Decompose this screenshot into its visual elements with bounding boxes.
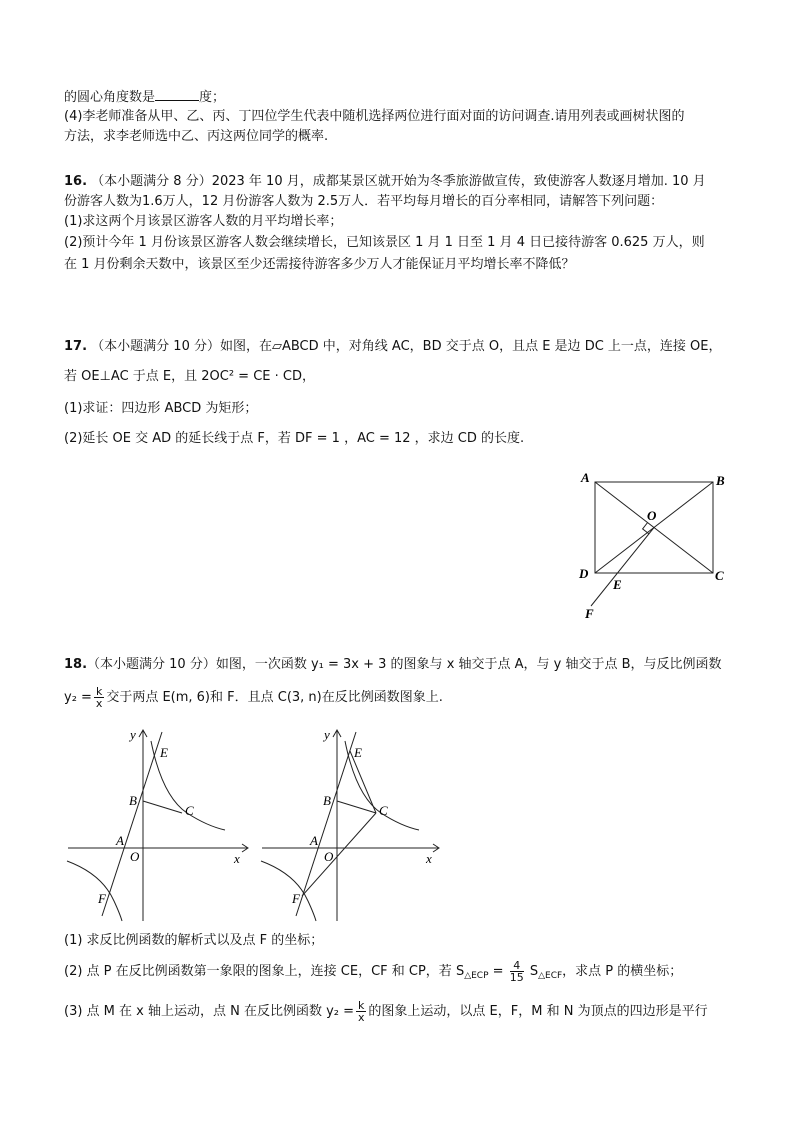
label-f: F [585, 606, 594, 621]
graph1-label-c: C [185, 803, 194, 818]
line-of-extended [591, 528, 654, 607]
graph1-label-a: A [116, 833, 124, 848]
segment-ec [350, 751, 376, 813]
q16-line5: 在 1 月份剩余天数中，该景区至少还需接待游客多少万人才能保证月平均增长率不降低？ [64, 257, 575, 272]
graph2-label-o: O [324, 849, 334, 864]
axis-x-label: x [426, 851, 432, 866]
label-e: E [613, 577, 622, 592]
q17-line3: (1)求证：四边形 ABCD 为矩形； [64, 401, 258, 416]
rectangle-abcd-figure [575, 468, 735, 626]
q16-line1: 16. （本小题满分 8 分）2023 年 10 月，成都某景区就开始为冬季旅游做宣传，致使游客人数逐月增加. 10 月 [64, 174, 706, 189]
q15-line3: 方法，求李老师选中乙、丙这两位同学的概率. [64, 129, 329, 144]
graph2-label-f: F [292, 891, 300, 906]
hyperbola-branch-q3 [261, 861, 316, 921]
q16-line3: (1)求这两个月该景区游客人数的月平均增长率； [64, 214, 343, 229]
graph1-label-o: O [130, 849, 140, 864]
segment-fc [302, 813, 376, 896]
graph2-label-c: C [379, 803, 388, 818]
answer-blank [155, 88, 199, 101]
q18-part3: (3) 点 M 在 x 轴上运动，点 N 在反比例函数 y₂ = $\frac{k}{x}$ 的图象上运动，以点 E，F，M 和 N 为顶点的四边形是平行 [64, 999, 708, 1024]
graph1-label-e: E [160, 745, 168, 760]
graph2-label-a: A [310, 833, 318, 848]
q17-line2: 若 OE⊥AC 于点 E，且 2OC² = CE · CD， [64, 369, 315, 384]
label-c: C [715, 568, 724, 583]
q15-line2: (4)李老师准备从甲、乙、丙、丁四位学生代表中随机选择两位进行面对面的访问调查.请用列表或画树状图的 [64, 109, 685, 124]
q18-part1: (1) 求反比例函数的解析式以及点 F 的坐标； [64, 933, 324, 948]
axis-y-label: y [130, 727, 136, 742]
graph1-label-b: B [129, 793, 137, 808]
q18-part2: (2) 点 P 在反比例函数第一象限的图象上，连接 CE，CF 和 CP，若 $S_{\triangle ECP}$ = $\frac{4}{15}$ $S_{\triangle ECF}$，求点 P 的横坐标； [64, 959, 683, 984]
label-d: D [579, 566, 589, 581]
linear-function-line [296, 732, 356, 916]
q18-line1: 18.（本小题满分 10 分）如图，一次函数 y₁ = 3x + 3 的图象与 x 轴交于点 A，与 y 轴交于点 B，与反比例函数 [64, 657, 722, 672]
q16-line2: 份游客人数为1.6万人，12 月份游客人数为 2.5万人．若平均每月增长的百分率相同，请解答下列问题： [64, 194, 664, 209]
axis-y-label: y [324, 727, 330, 742]
q15-line1: 的圆心角度数是 度； [64, 90, 226, 105]
label-o: O [647, 508, 657, 523]
linear-function-line [102, 732, 162, 916]
graph1-label-f: F [98, 891, 106, 906]
label-a: A [581, 470, 590, 485]
graph2-label-b: B [323, 793, 331, 808]
q16-line4: (2)预计今年 1 月份该景区游客人数会继续增长，已知该景区 1 月 1 日至 1 月 4 日已接待游客 0.625 万人，则 [64, 235, 705, 250]
function-graph-1 [62, 726, 257, 926]
graph2-label-e: E [354, 745, 362, 760]
fraction-k-over-x-2: $\frac{k}{x}$ [357, 999, 365, 1024]
label-b: B [716, 473, 725, 488]
axis-x-label: x [234, 851, 240, 866]
hyperbola-branch-q3 [67, 861, 122, 921]
fraction-k-over-x: $\frac{k}{x}$ [95, 685, 103, 710]
fraction-4-over-15: $\frac{4}{15}$ [509, 959, 524, 984]
q17-line1: 17. （本小题满分 10 分）如图，在▱ABCD 中，对角线 AC，BD 交于点 O，且点 E 是边 DC 上一点，连接 OE， [64, 339, 722, 354]
q17-line4: (2)延长 OE 交 AD 的延长线于点 F，若 DF = 1 ，AC = 12 ，求边 CD 的长度. [64, 431, 525, 446]
q18-line2: y₂ = $\frac{k}{x}$ 交于两点 E(m, 6)和 F．且点 C(3, n)在反比例函数图象上. [64, 685, 443, 710]
function-graph-2 [258, 726, 453, 926]
